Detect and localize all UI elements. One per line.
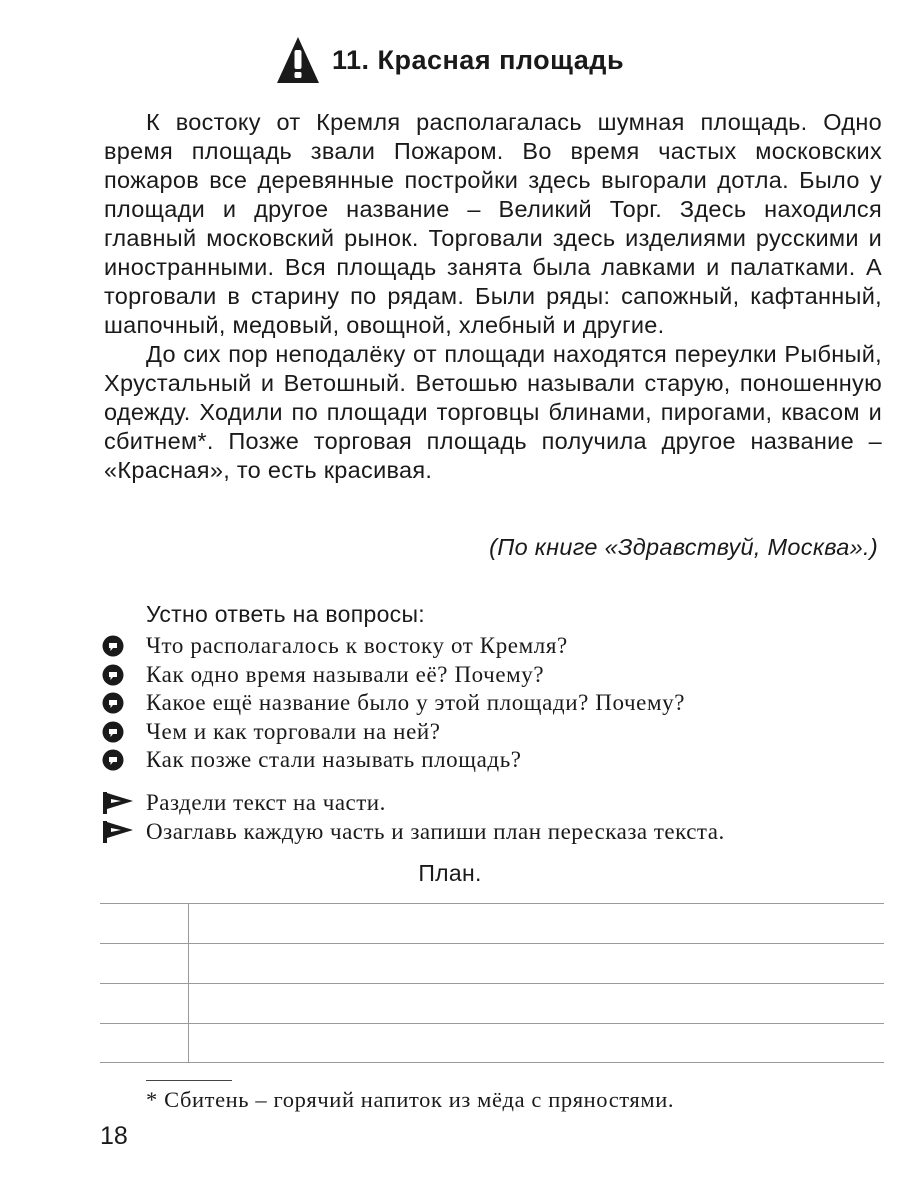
speech-bubble-icon — [102, 749, 124, 771]
writing-line — [100, 943, 884, 944]
question-item — [102, 718, 892, 747]
speech-bubble-icon — [102, 664, 124, 686]
reading-text — [104, 108, 882, 485]
footnote-divider — [146, 1080, 232, 1081]
writing-line — [100, 1023, 884, 1024]
plan-heading: План. — [418, 860, 482, 886]
pencil-flag-icon — [102, 820, 134, 844]
task-item — [102, 788, 892, 817]
task-item — [102, 817, 892, 846]
question-item — [102, 661, 892, 690]
question-text: Какое ещё название было у этой площади? Почему? — [146, 690, 686, 716]
speech-bubble-icon — [102, 692, 124, 714]
writing-line — [100, 983, 884, 984]
pencil-flag-icon — [102, 791, 134, 815]
paragraph-1: К востоку от Кремля располагалась шумная площадь. Одно время площадь звали Пожаром. Во время частых московских пожаров все деревянные постройки здесь выгорали дотла. Было у площади и другое название – Великий Торг. Здесь находился главный московский рынок. Торговали здесь изделиями русскими и иностранными. Вся площадь занята была лавками и палатками. А торговали в старину по рядам. Были ряды: сапожный, кафтанный, шапочный, медовый, овощной, хлебный и другие. — [104, 109, 882, 338]
question-text: Чем и как торговали на ней? — [146, 718, 441, 744]
questions-intro: Устно ответь на вопросы: — [146, 601, 425, 627]
question-text: Как позже стали называть площадь? — [146, 747, 522, 773]
speech-bubble-icon — [102, 721, 124, 743]
source-citation: (По книге «Здравствуй, Москва».) — [489, 534, 878, 560]
question-item — [102, 632, 892, 661]
writing-lines[interactable] — [100, 903, 884, 1063]
speech-bubble-icon — [102, 635, 124, 657]
footnote: * Сбитень – горячий напиток из мёда с пряностями. — [146, 1087, 675, 1112]
page-number: 18 — [100, 1122, 128, 1150]
writing-line — [100, 903, 884, 904]
paragraph-2: До сих пор неподалёку от площади находятся переулки Рыбный, Хрустальный и Ветошный. Ветошью называли старую, поношенную одежду. Ходили по площади торговцы блинами, пирогами, квасом и сбитнем*. Позже торговая площадь получила другое название – «Красная», то есть красивая. — [104, 341, 882, 483]
task-list — [102, 788, 892, 846]
question-item — [102, 689, 892, 718]
question-item — [102, 746, 892, 775]
question-text: Что располагалось к востоку от Кремля? — [146, 633, 568, 659]
lesson-title: 11. Красная площадь — [331, 44, 625, 75]
margin-line — [188, 903, 189, 1063]
task-text: Раздели текст на части. — [146, 789, 386, 815]
questions-list — [102, 632, 892, 775]
task-text: Озаглавь каждую часть и запиши план пересказа текста. — [146, 818, 725, 844]
exclamation-triangle-icon — [276, 36, 320, 84]
question-text: Как одно время называли её? Почему? — [146, 661, 545, 687]
lesson-header — [0, 36, 900, 84]
writing-line — [100, 1062, 884, 1063]
